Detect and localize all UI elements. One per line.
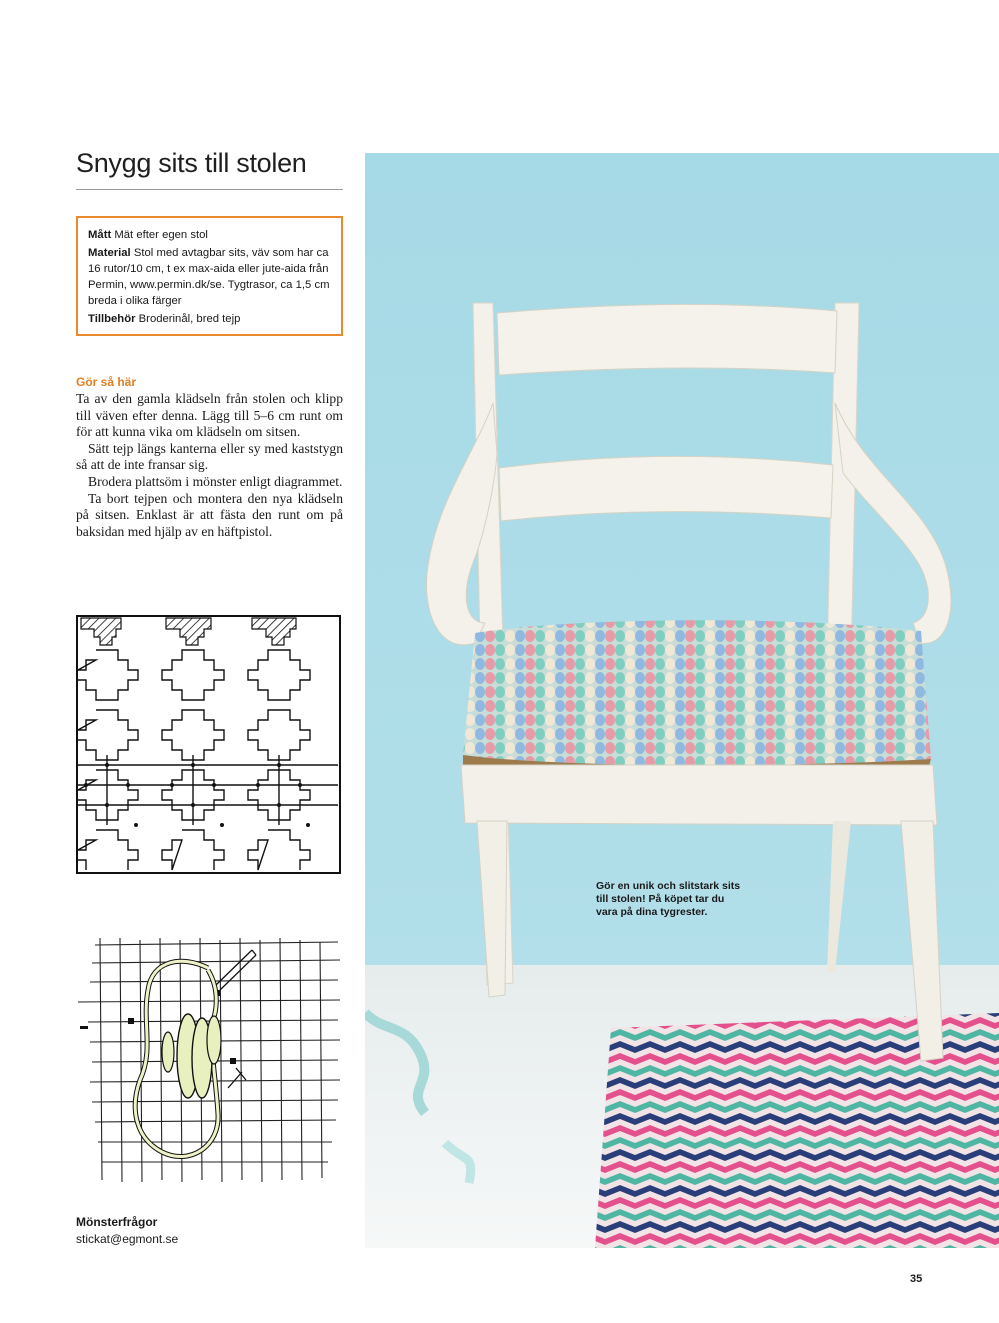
measure-line <box>88 227 331 243</box>
contact-label: Mönsterfrågor <box>76 1215 158 1229</box>
chair-photo <box>365 153 999 1248</box>
accessories-text: Broderinål, bred tejp <box>138 313 241 325</box>
article-title: Snygg sits till stolen <box>76 148 307 178</box>
material-text: Stol med avtagbar sits, väv som har ca 16 rutor/10 cm, t ex max-aida eller jute-aida från Permin, www.permin.dk/se. Tygtrasor, ca 1,5 cm breda i olika färger <box>88 247 330 307</box>
pattern-diagram <box>76 615 342 875</box>
instructions-body <box>76 391 343 540</box>
rag-seat <box>463 620 931 765</box>
contact-block <box>76 1214 178 1248</box>
photo-caption: Gör en unik och slitstark sits till stolen! På köpet tar du vara på dina tygrester. <box>596 880 741 918</box>
measure-label: Mått <box>88 229 112 241</box>
accessories-label: Tillbehör <box>88 313 136 325</box>
measure-text: Mät efter egen stol <box>114 229 208 241</box>
contact-email[interactable]: stickat@egmont.se <box>76 1232 179 1246</box>
instruction-paragraph: Brodera plattsöm i mönster enligt diagrammet. <box>88 473 343 489</box>
instructions-heading: Gör så här <box>76 375 137 389</box>
instruction-paragraph: Ta av den gamla klädseln från stolen och klipp till väven efter denna. Lägg till 5–6 cm runt om för att kunna vika om klädseln om sitsen. <box>76 391 343 440</box>
accessories-line <box>88 311 331 327</box>
stitch-illustration <box>70 930 345 1190</box>
title-divider <box>76 189 343 190</box>
instruction-paragraph: Sätt tejp längs kanterna eller sy med kaststygn så att de inte fransar sig. <box>76 440 343 473</box>
materials-box <box>76 216 343 336</box>
material-label: Material <box>88 247 131 259</box>
material-line <box>88 245 331 309</box>
instruction-paragraph: Ta bort tejpen och montera den nya klädseln på sitsen. Enklast är att fästa den runt om på baksidan med hjälp av en häftpistol. <box>76 490 343 539</box>
page-number: 35 <box>910 1273 923 1285</box>
